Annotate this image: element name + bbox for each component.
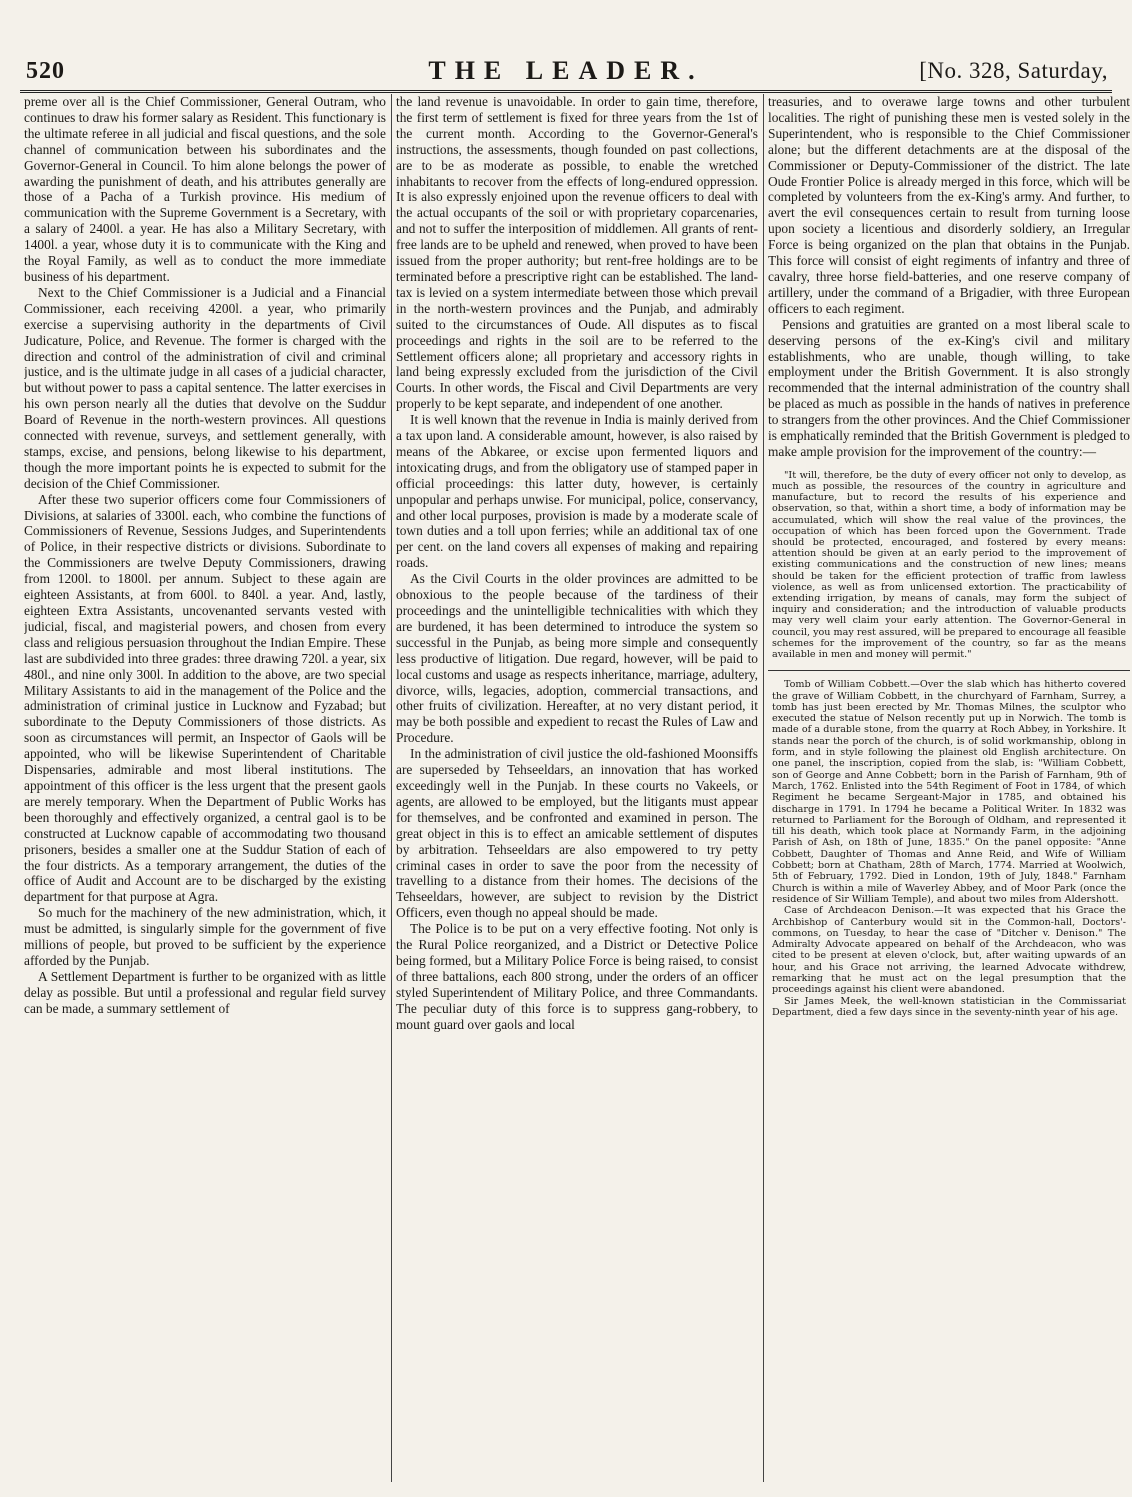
masthead	[20, 56, 1112, 93]
note-cobbett-tomb: Tomb of William Cobbett.—Over the slab which has hitherto covered the grave of William Cobbett, in the churchyard of Farnham, Surrey, a tomb has just been erected by Mr. Thomas Milnes, the sculptor who executed the statue of Nelson recently put up in Norwich. The tomb is made of a durable stone, from the quarry at Roch Abbey, in Yorkshire. It stands near the porch of the church, is of solid workmanship, oblong in form, and in style following the plainest old English architecture. On one panel, the inscription, copied from the slab, is: "William Cobbett, son of George and Anne Cobbett; born in the Parish of Farnham, 9th of March, 1762. Enlisted into the 54th Regiment of Foot in 1784, of which Regiment he became Sergeant-Major in 1785, and obtained his discharge in 1791. In 1794 he became a Political Writer. In 1832 was returned to Parliament for the Borough of Oldham, and represented it till his death, which took place at Normandy Farm, in the adjoining Parish of Ash, on 18th of June, 1835." On the panel opposite: "Anne Cobbett, Daughter of Thomas and Anne Reid, and Wife of William Cobbett; born at Chatham, 28th of March, 1774. Married at Woolwich, 5th of February, 1792. Died in London, 19th of July, 1848." Farnham Church is within a mile of Waverley Abbey, and of Moor Park (once the residence of Sir William Temple), and about two miles from Aldershott.	[772, 679, 1126, 905]
paragraph: So much for the machinery of the new administration, which, it must be admitted, is singularly simple for the government of five millions of people, but proved to be sufficient by the experience afforded by the Punjab.	[24, 905, 386, 968]
column-2	[396, 94, 758, 1482]
paragraph: A Settlement Department is further to be organized with as little delay as possible. But until a professional and regular field survey can be made, a summary settlement of	[24, 968, 386, 1016]
note-james-meek: Sir James Meek, the well-known statistician in the Commissariat Department, died a few days since in the seventy-ninth year of his age.	[772, 995, 1126, 1018]
newspaper-title: THE LEADER.	[428, 56, 704, 85]
paragraph: treasuries, and to overawe large towns and other turbulent localities. The right of punishing these men is vested solely in the Superintendent, who is responsible to the Chief Commissioner alone; but the different detachments are at the disposal of the Commissioner or Deputy-Commissioner of the district. The late Oude Frontier Police is already merged in this force, which will be completed by volunteers from the ex-King's army. And further, to avert the evil consequences certain to result from turning loose upon society a licentious and disorderly soldiery, an Irregular Force is being organized on the plan that obtains in the Punjab. This force will consist of eight regiments of infantry and three of cavalry, three horse field-batteries, and one reserve company of artillery, under the command of a Brigadier, with three European officers to each regiment.	[768, 94, 1130, 316]
article-columns	[24, 94, 1130, 1482]
issue-label: [No. 328, Saturday,	[919, 58, 1108, 83]
note-denison-case: Case of Archdeacon Denison.—It was expected that his Grace the Archbishop of Canterbury would sit in the Common-hall, Doctors'-commons, on Tuesday, to hear the case of "Ditcher v. Denison." The Admiralty Advocate appeared on behalf of the Archdeacon, who was cited to be present at eleven o'clock, but, after waiting upwards of an hour, and his Grace not arriving, the learned Advocate withdrew, remarking that he must act on the legal presumption that the proceedings against his client were abandoned.	[772, 905, 1126, 996]
paragraph: As the Civil Courts in the older provinces are admitted to be obnoxious to the people because of the tardiness of their proceedings and the unintelligible technicalities with which they are burdened, it has been determined to introduce the system so successful in the Punjab, as being more simple and consequently less productive of litigation. Due regard, however, will be paid to local customs and usage as respects inheritance, marriage, adultery, divorce, wills, legacies, adoption, commercial transactions, and other fruits of civilization. Hereafter, at no very distant period, it may be both possible and expedient to recast the Rules of Law and Procedure.	[396, 571, 758, 746]
column-1	[24, 94, 386, 1482]
paragraph: It is well known that the revenue in India is mainly derived from a tax upon land. A considerable amount, however, is also raised by means of the Abkaree, or excise upon fermented liquors and intoxicating drugs, and from the obligatory use of stamped paper in official proceedings: this latter duty, however, is certainly unpopular and perhaps unwise. For municipal, police, conservancy, and other local purposes, provision is made by a moderate scale of town duties and a toll upon ferries; while an additional tax of one per cent. on the land covers all expenses of making and repairing roads.	[396, 412, 758, 571]
section-divider	[768, 670, 1130, 671]
paragraph: the land revenue is unavoidable. In order to gain time, therefore, the first term of settlement is fixed for three years from the 1st of the current month. According to the Governor-General's instructions, the assessments, though founded on past collections, are to be as moderate as possible, to enable the wretched inhabitants to recover from the effects of long-endured oppression. It is also expressly enjoined upon the revenue officers to deal with the actual occupants of the soil or with proprietary coparcenaries, and not to suffer the interposition of middlemen. All grants of rent-free lands are to be upheld and renewed, when proved to have been issued from the proper authority; but rent-free holdings are to be terminated before a prescriptive right can be established. The land-tax is levied on a system intermediate between those which prevail in the north-western provinces and the Punjab, and admirably suited to the circumstances of Oude. All disputes as to fiscal proceedings and rights in the soil are to be referred to the Settlement officers alone; all proprietary and accessory rights in land being expressly excluded from the jurisdiction of the Civil Courts. In other words, the Fiscal and Civil Departments are very properly to be kept separate, and independent of one another.	[396, 94, 758, 412]
column-3	[768, 94, 1130, 1482]
paragraph: Pensions and gratuities are granted on a most liberal scale to deserving persons of the ex-King's civil and military establishments, who are unable, though willing, to take employment under the British Government. It is also strongly recommended that the internal administration of the country shall be placed as much as possible in the hands of natives in preference to strangers from the other provinces. And the Chief Commissioner is emphatically reminded that the British Government is pledged to make ample provision for the improvement of the country:—	[768, 316, 1130, 459]
paragraph: Next to the Chief Commissioner is a Judicial and a Financial Commissioner, each receiving 4200l. a year, who primarily exercise a supervising authority in the departments of Civil Judicature, Police, and Revenue. The former is charged with the direction and control of the administration of civil and criminal justice, and is the ultimate judge in all cases of a judicial character, but without power to pass a capital sentence. The latter exercises in his own person nearly all the duties that devolve on the Suddur Board of Revenue in the north-western provinces. All questions connected with revenue, surveys, and settlement generally, with stamps, excise, and pensions, belong likewise to his department, though the more important points he is expected to submit for the decision of the Chief Commissioner.	[24, 284, 386, 491]
page-number: 520	[26, 58, 65, 84]
paragraph: In the administration of civil justice the old-fashioned Moonsiffs are superseded by Tehseeldars, an innovation that has worked exceedingly well in the Punjab. In these courts no Vakeels, or agents, are allowed to be employed, but the litigants must appear for themselves, and be confronted and examined in person. The great object in this is to effect an amicable settlement of disputes by arbitration. Tehseeldars are also empowered to try petty criminal cases in order to save the poor from the necessity of travelling to a distance from their homes. The decisions of the Tehseeldars, however, are subject to revision by the District Officers, even though no appeal should be made.	[396, 746, 758, 921]
quoted-instructions: "It will, therefore, be the duty of every officer not only to develop, as much as possible, the resources of the country in agriculture and manufacture, but to record the results of his experience and observation, so that, within a short time, a body of information may be accumulated, which will show the real value of the provinces, the occupation of which has been forced upon the Government. Trade should be protected, encouraged, and fostered by every means: attention should be given at an early period to the improvement of existing communications and the construction of new lines; means should be taken for the efficient protection of traffic from lawless violence, as well as from unlicensed extortion. The practicability of extending irrigation, by means of canals, may form the subject of inquiry and consideration; and the introduction of valuable products may very well claim your early attention. The Governor-General in council, you may rest assured, will be prepared to encourage all feasible schemes for the improvement of the country, so far as the means available in men and money will permit."	[772, 469, 1126, 661]
paragraph: After these two superior officers come four Commissioners of Divisions, at salaries of 3300l. each, who combine the functions of Commissioners of Revenue, Sessions Judges, and Superintendents of Police, in their respective districts or divisions. Subordinate to the Commissioners are twelve Deputy Commissioners, drawing from 1200l. to 1800l. per annum. Subject to these again are eighteen Assistants, at from 600l. to 840l. a year. And, lastly, eighteen Extra Assistants, uncovenanted servants vested with judicial, fiscal, and magisterial powers, and chosen from every class and religious persuasion throughout the Indian Empire. These last are subdivided into three grades: three drawing 720l. a year, six 480l., and nine only 300l. In addition to the above, are two special Military Assistants to aid in the management of the Police and the administration of criminal justice in Lucknow and Fyzabad; but subordinate to the Deputy Commissioners of those districts. As soon as circumstances will permit, an Inspector of Gaols will be appointed, who will be likewise Superintendent of Charitable Dispensaries, admirable and most liberal institutions. The appointment of this officer is the less urgent that the present gaols are merely temporary. When the Department of Public Works has been thoroughly and effectively organized, a central gaol is to be constructed at Lucknow capable of accommodating two thousand prisoners, besides a smaller one at the Suddur Station of each of the four districts. As a temporary arrangement, the duties of the office of Audit and Account are to be discharged by the existing department for that purpose at Agra.	[24, 491, 386, 905]
paragraph: preme over all is the Chief Commissioner, General Outram, who continues to draw his former salary as Resident. This functionary is the ultimate referee in all judicial and fiscal questions, and the sole channel of communication between his subordinates and the Governor-General in Council. To him alone belongs the power of awarding the punishment of death, and his attributes generally are those of a Pacha of a Turkish province. His medium of communication with the Supreme Government is a Secretary, with a salary of 2400l. a year. He has also a Military Secretary, with 1400l. a year, whose duty it is to communicate with the King and the Royal Family, as well as to conduct the more immediate business of his department.	[24, 94, 386, 284]
paragraph: The Police is to be put on a very effective footing. Not only is the Rural Police reorganized, and a District or Detective Police being formed, but a Military Police Force is being raised, to consist of three battalions, each 800 strong, under the orders of an officer styled Superintendent of Military Police, and three Commandants. The peculiar duty of this force is to suppress gang-robbery, to mount guard over gaols and local	[396, 921, 758, 1032]
